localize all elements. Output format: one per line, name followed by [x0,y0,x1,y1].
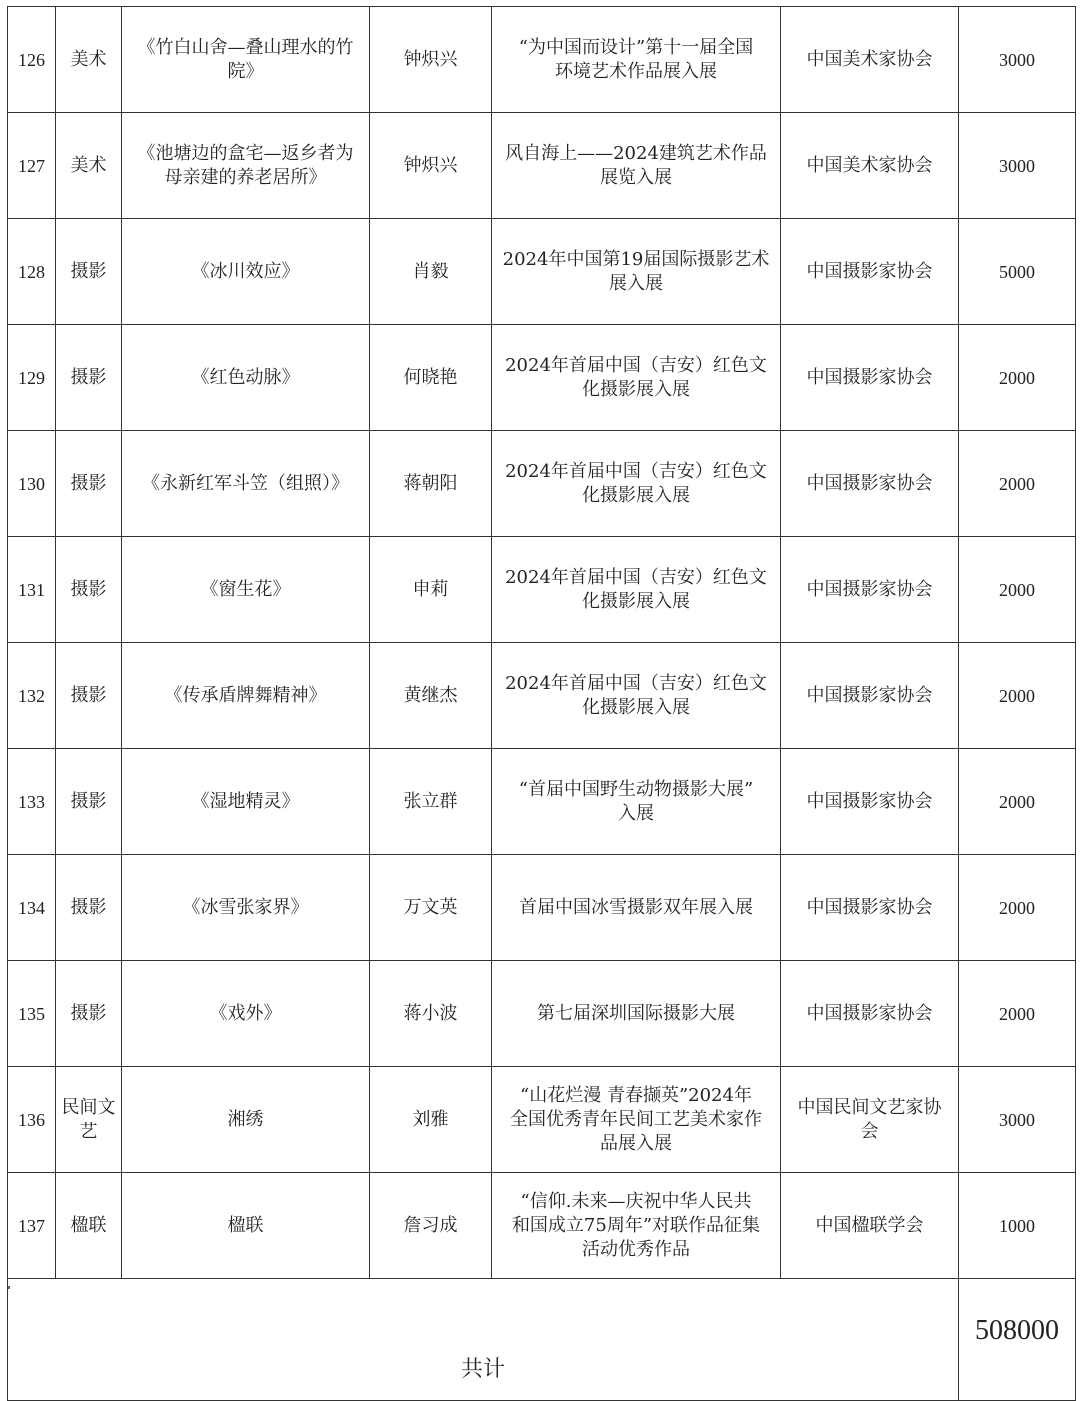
category-cell: 摄影 [56,219,122,325]
organization-cell-line: 会 [860,1120,879,1142]
table-row [8,1173,1076,1279]
organization-cell-line: 中国摄影家协会 [806,472,933,494]
organization-cell [781,113,959,219]
amount-cell: 2000 [959,961,1076,1067]
table-row [8,1067,1076,1173]
amount-cell: 2000 [959,643,1076,749]
work-title-cell [122,855,370,961]
work-title-cell-line: 院》 [227,60,264,82]
amount-cell: 5000 [959,219,1076,325]
category-cell: 楹联 [56,1173,122,1279]
exhibition-cell-line: 活动优秀作品 [582,1238,690,1260]
table-row [8,431,1076,537]
work-title-cell-line: 《竹白山舍—叠山理水的竹 [137,36,354,58]
organization-cell [781,537,959,643]
exhibition-cell-line: 入展 [618,802,654,824]
amount-cell: 3000 [959,7,1076,113]
row-number: 135 [8,961,56,1067]
exhibition-cell [492,749,781,855]
exhibition-cell-line: 展入展 [609,272,663,294]
work-title-cell [122,1067,370,1173]
total-label: 共计 [8,1279,959,1401]
category-cell: 摄影 [56,537,122,643]
amount-cell: 2000 [959,537,1076,643]
organization-cell-line: 中国民间文艺家协 [797,1096,942,1118]
exhibition-cell [492,855,781,961]
exhibition-cell-line: 环境艺术作品展入展 [555,60,717,82]
work-title-cell-line: 《冰雪张家界》 [182,896,309,918]
work-title-cell [122,431,370,537]
row-number: 126 [8,7,56,113]
exhibition-cell-line: 第七届深圳国际摄影大展 [537,1002,735,1024]
category-cell: 摄影 [56,749,122,855]
table-row [8,219,1076,325]
organization-cell-line: 中国摄影家协会 [806,790,933,812]
exhibition-cell [492,537,781,643]
organization-cell-line: 中国摄影家协会 [806,578,933,600]
row-number: 136 [8,1067,56,1173]
organization-cell [781,961,959,1067]
author-cell: 申莉 [370,537,492,643]
awards-table [7,6,1076,1401]
author-cell: 黄继杰 [370,643,492,749]
row-number: 132 [8,643,56,749]
amount-cell: 2000 [959,855,1076,961]
work-title-cell-line: 《传承盾牌舞精神》 [164,684,327,706]
exhibition-cell-line: “为中国而设计”第十一届全国 [518,36,754,58]
exhibition-cell [492,643,781,749]
work-title-cell-line: 《湿地精灵》 [191,790,300,812]
work-title-cell [122,1173,370,1279]
exhibition-cell-line: 2024年首届中国（吉安）红色文 [505,672,767,694]
table-row [8,961,1076,1067]
exhibition-cell-line: 和国成立75周年”对联作品征集 [511,1214,761,1236]
category-cell: 摄影 [56,325,122,431]
total-value: 508000 [959,1279,1076,1401]
exhibition-cell-line: 首届中国冰雪摄影双年展入展 [519,896,753,918]
category-cell: 美术 [56,7,122,113]
exhibition-cell-line: 化摄影展入展 [582,378,690,400]
category-cell: 摄影 [56,431,122,537]
exhibition-cell-line: 展览入展 [600,166,672,188]
author-cell: 刘雅 [370,1067,492,1173]
exhibition-cell-line: “信仰.未来—庆祝中华人民共 [520,1190,752,1212]
organization-cell-line: 中国摄影家协会 [806,366,933,388]
organization-cell-line: 中国摄影家协会 [806,896,933,918]
work-title-cell [122,749,370,855]
exhibition-cell-line: 化摄影展入展 [582,590,690,612]
table-row [8,113,1076,219]
work-title-cell [122,325,370,431]
exhibition-cell-line: “首届中国野生动物摄影大展” [518,778,754,800]
category-cell: 美术 [56,113,122,219]
amount-cell: 3000 [959,113,1076,219]
work-title-cell [122,537,370,643]
organization-cell-line: 中国美术家协会 [806,48,933,70]
table-row [8,537,1076,643]
exhibition-cell-line: 化摄影展入展 [582,484,690,506]
author-cell: 钟炽兴 [370,113,492,219]
organization-cell [781,749,959,855]
organization-cell [781,7,959,113]
work-title-cell [122,219,370,325]
exhibition-cell-line: 2024年首届中国（吉安）红色文 [505,460,767,482]
organization-cell-line: 中国摄影家协会 [806,260,933,282]
row-number: 131 [8,537,56,643]
table-row [8,643,1076,749]
organization-cell [781,643,959,749]
organization-cell-line: 中国美术家协会 [806,154,933,176]
row-number: 129 [8,325,56,431]
exhibition-cell-line: 2024年首届中国（吉安）红色文 [505,354,767,376]
exhibition-cell [492,325,781,431]
exhibition-cell-line: 化摄影展入展 [582,696,690,718]
exhibition-cell [492,961,781,1067]
table-row [8,855,1076,961]
work-title-cell-line: 湘绣 [227,1108,264,1130]
author-cell: 蒋朝阳 [370,431,492,537]
total-row [8,1279,1076,1401]
work-title-cell-line: 《池塘边的盒宅—返乡者为 [137,142,354,164]
exhibition-cell-line: 2024年中国第19届国际摄影艺术 [502,248,770,270]
table-row [8,325,1076,431]
amount-cell: 2000 [959,325,1076,431]
row-number: 127 [8,113,56,219]
work-title-cell-line: 《窗生花》 [200,578,291,600]
organization-cell [781,855,959,961]
table-body [8,7,1076,1279]
exhibition-cell [492,1173,781,1279]
author-cell: 蒋小波 [370,961,492,1067]
category-cell: 民间文艺 [56,1067,122,1173]
exhibition-cell-line: 全国优秀青年民间工艺美术家作 [510,1108,762,1130]
author-cell: 钟炽兴 [370,7,492,113]
exhibition-cell [492,431,781,537]
organization-cell [781,219,959,325]
row-number: 130 [8,431,56,537]
work-title-cell-line: 母亲建的养老居所》 [164,166,327,188]
author-cell: 詹习成 [370,1173,492,1279]
exhibition-cell-line: 2024年首届中国（吉安）红色文 [505,566,767,588]
exhibition-cell [492,1067,781,1173]
category-cell: 摄影 [56,961,122,1067]
table-row [8,7,1076,113]
amount-cell: 2000 [959,749,1076,855]
author-cell: 何晓艳 [370,325,492,431]
exhibition-cell [492,7,781,113]
work-title-cell [122,643,370,749]
work-title-cell [122,113,370,219]
table-row [8,749,1076,855]
category-cell: 摄影 [56,855,122,961]
exhibition-cell-line: 风自海上——2024建筑艺术作品 [505,142,767,164]
author-cell: 张立群 [370,749,492,855]
exhibition-cell [492,219,781,325]
exhibition-cell-line: “山花烂漫 青春撷英”2024年 [520,1084,752,1106]
work-title-cell [122,7,370,113]
author-cell: 肖毅 [370,219,492,325]
amount-cell: 1000 [959,1173,1076,1279]
exhibition-cell [492,113,781,219]
organization-cell [781,325,959,431]
row-number: 137 [8,1173,56,1279]
row-number: 128 [8,219,56,325]
row-number: 133 [8,749,56,855]
row-number: 134 [8,855,56,961]
amount-cell: 2000 [959,431,1076,537]
work-title-cell [122,961,370,1067]
category-cell: 摄影 [56,643,122,749]
organization-cell-line: 中国摄影家协会 [806,1002,933,1024]
work-title-cell-line: 《冰川效应》 [191,260,300,282]
amount-cell: 3000 [959,1067,1076,1173]
organization-cell-line: 中国楹联学会 [815,1214,924,1236]
work-title-cell-line: 楹联 [227,1214,264,1236]
organization-cell [781,1067,959,1173]
author-cell: 万文英 [370,855,492,961]
organization-cell-line: 中国摄影家协会 [806,684,933,706]
organization-cell [781,1173,959,1279]
exhibition-cell-line: 品展入展 [600,1132,672,1154]
work-title-cell-line: 《戏外》 [209,1002,282,1024]
work-title-cell-line: 《红色动脉》 [191,366,300,388]
work-title-cell-line: 《永新红军斗笠（组照）》 [142,472,349,494]
organization-cell [781,431,959,537]
